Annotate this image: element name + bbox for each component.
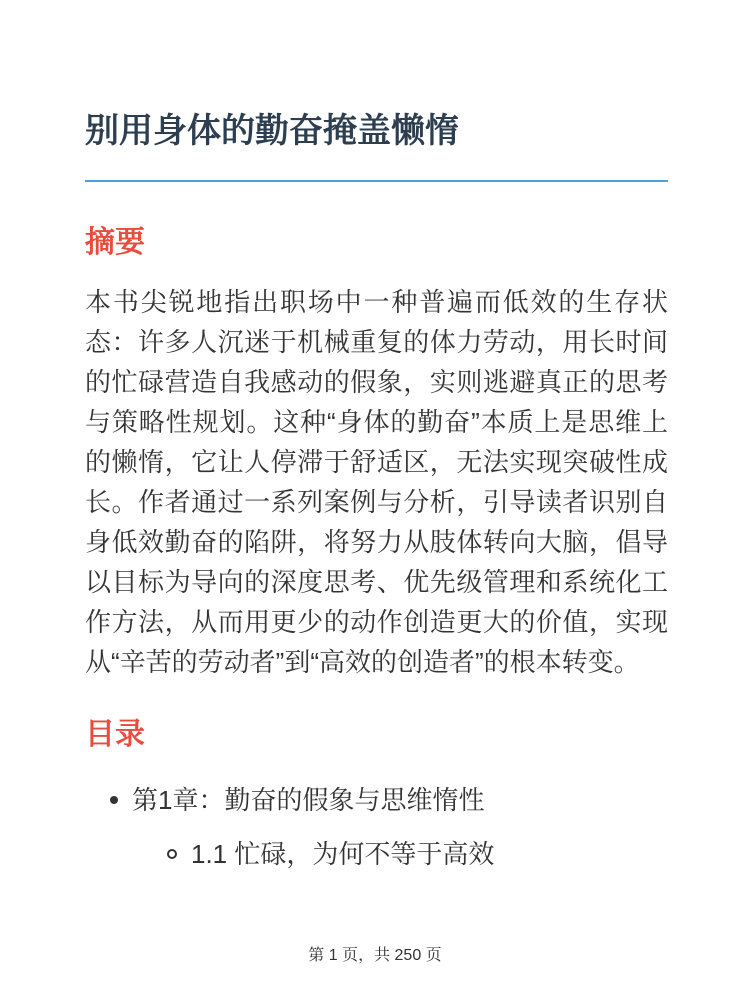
page-number-footer: 第 1 页，共 250 页 (308, 947, 442, 964)
toc-item-chapter-1 (110, 780, 668, 820)
toc-item-section-1-1 (167, 834, 668, 874)
summary-paragraph: 本书尖锐地指出职场中一种普遍而低效的生存状态：许多人沉迷于机械重复的体力劳动，用长时间的忙碌营造自我感动的假象，实则逃避真正的思考与策略性规划。这种“身体的勤奋”本质上是思维上的懒惰，它让人停滞于舒适区，无法实现突破性成长。作者通过一系列案例与分析，引导读者识别自身低效勤奋的陷阱，将努力从肢体转向大脑，倡导以目标为导向的深度思考、优先级管理和系统化工作方法，从而用更少的动作创造更大的价值，实现从“辛苦的劳动者”到“高效的创造者”的根本转变。 (85, 286, 668, 677)
filled-bullet-icon (110, 796, 118, 804)
toc-item-label: 1.1 忙碌，为何不等于高效 (191, 838, 495, 869)
toc-item-label: 第1章：勤奋的假象与思维惰性 (132, 784, 485, 815)
page-content (85, 0, 668, 874)
open-circle-bullet-icon (167, 849, 177, 859)
summary-heading: 摘要 (85, 225, 145, 259)
toc-list (85, 780, 668, 874)
toc-heading: 目录 (85, 717, 145, 751)
page-title: 别用身体的勤奋掩盖懒惰 (85, 0, 668, 182)
